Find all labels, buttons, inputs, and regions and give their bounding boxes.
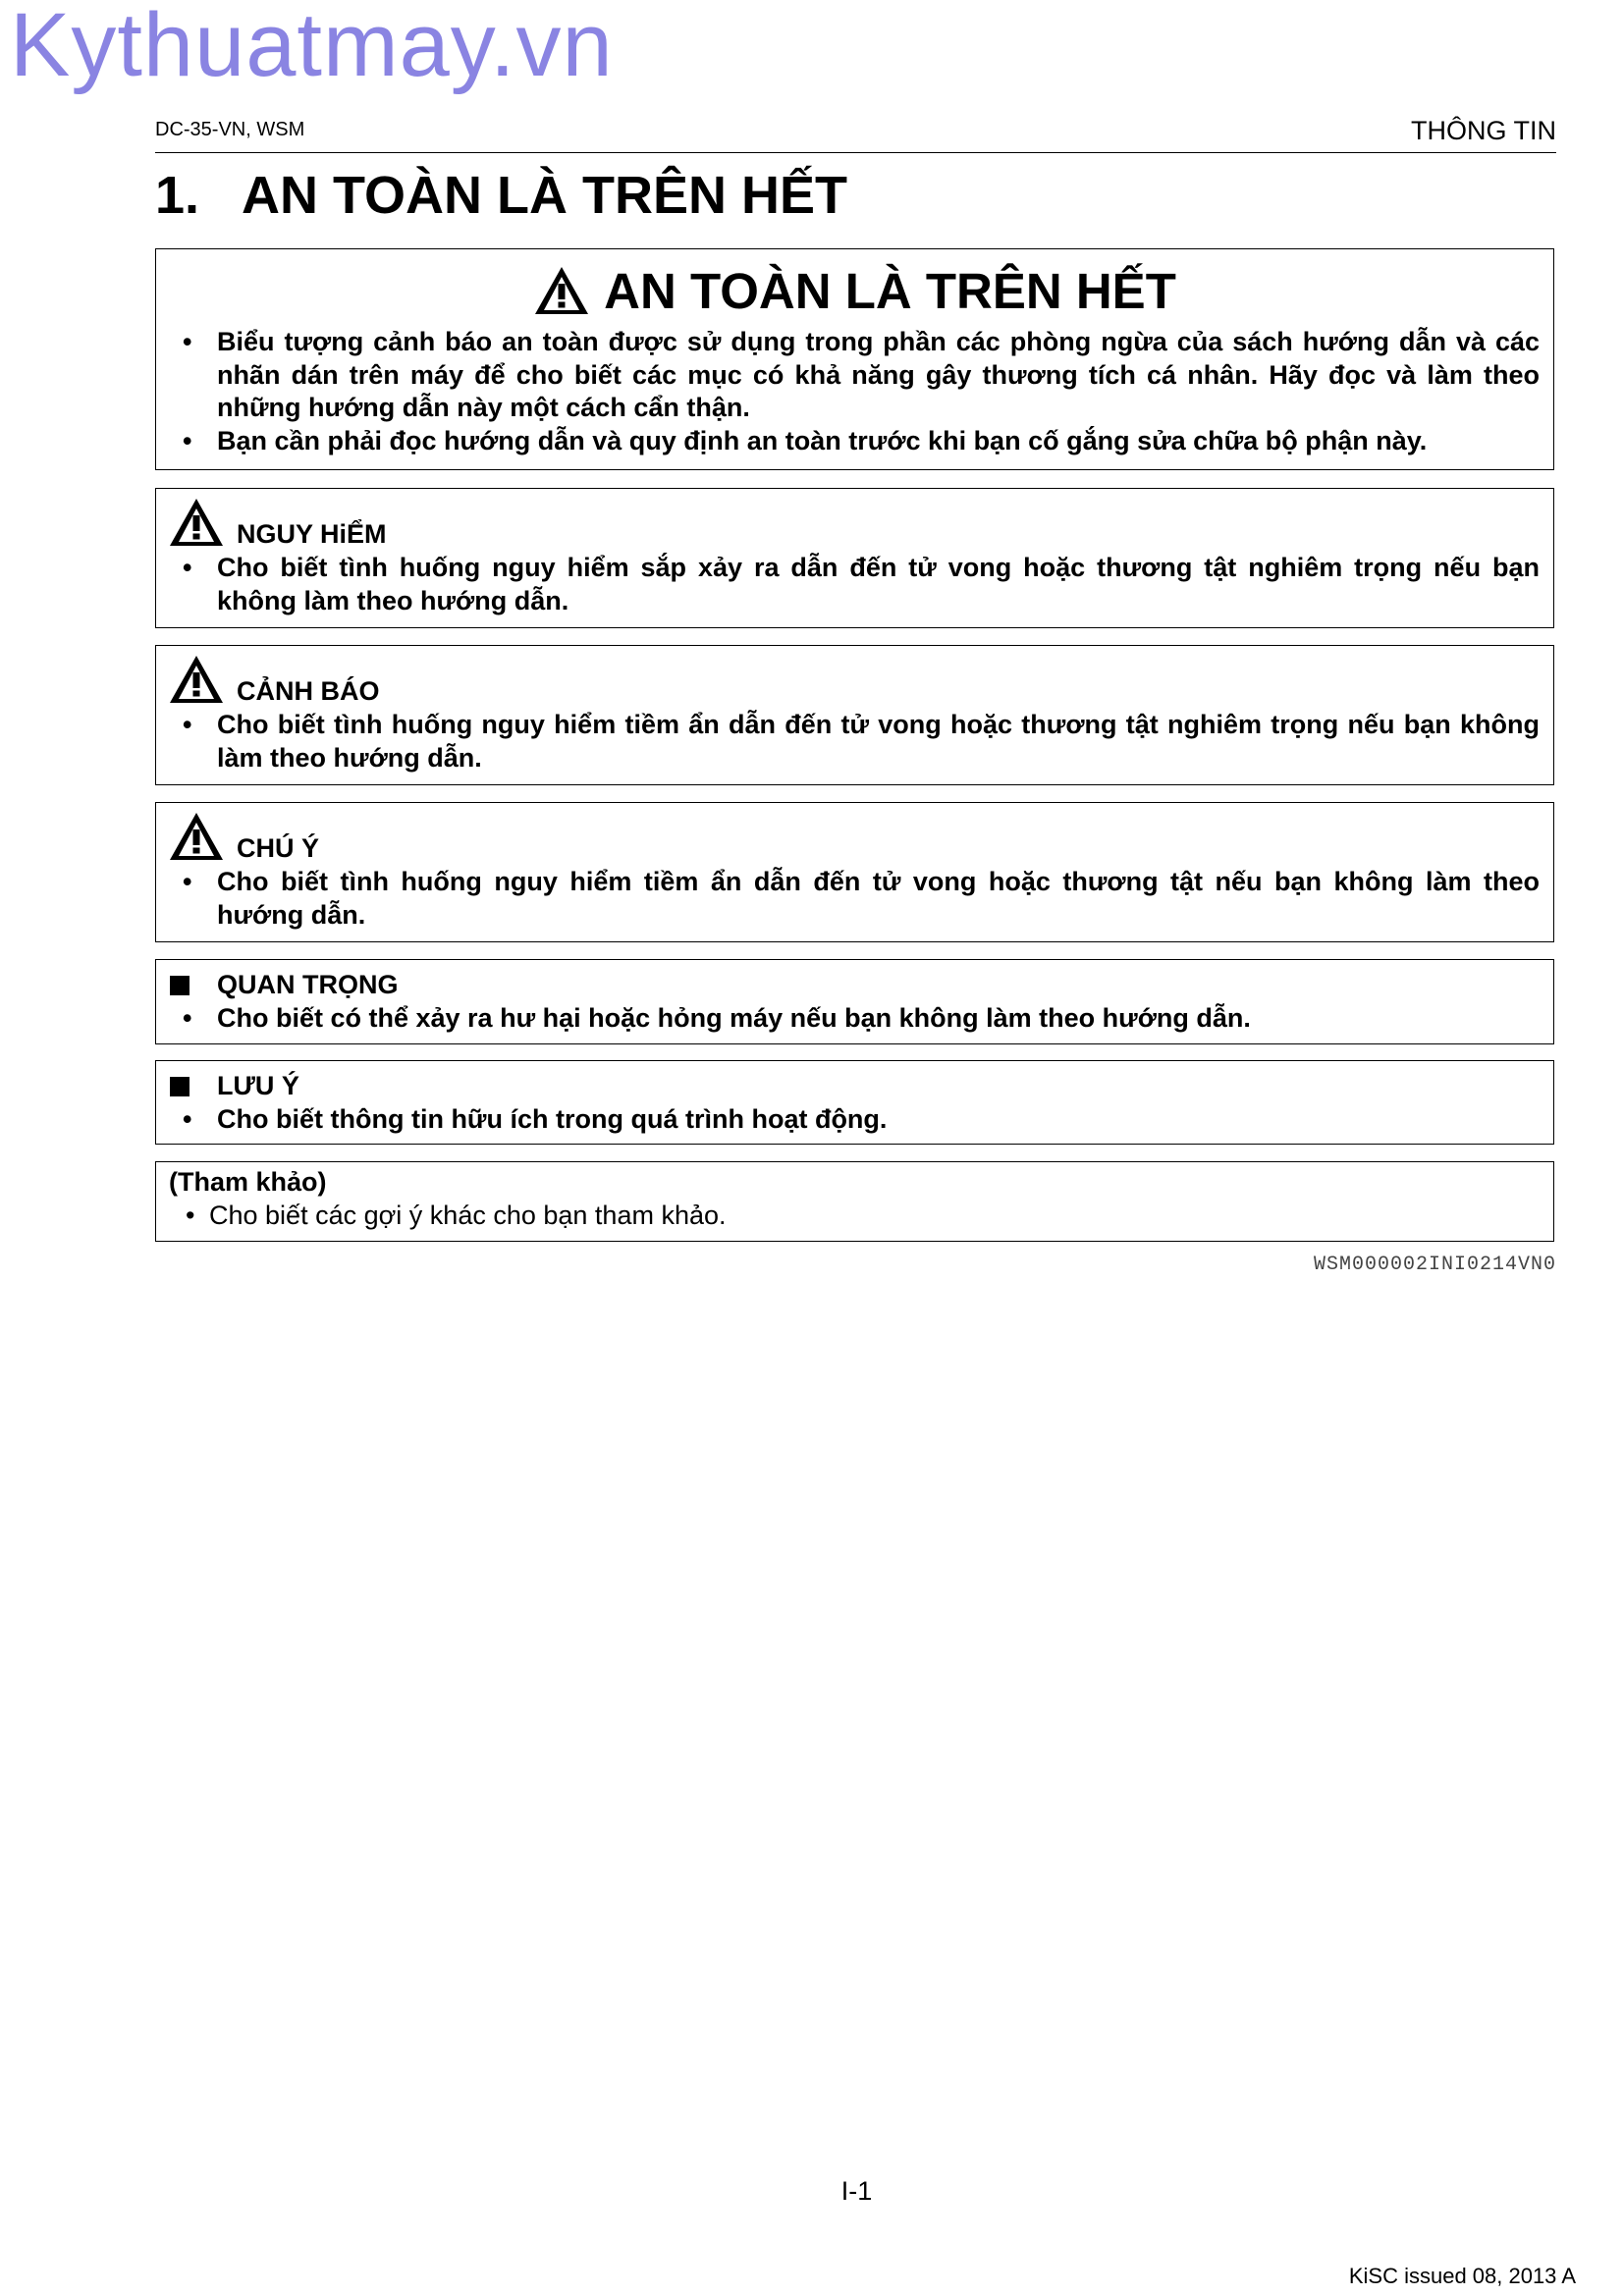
note-description: • Cho biết thông tin hữu ích trong quá trình hoạt động. <box>183 1104 888 1134</box>
important-box <box>155 959 1554 1044</box>
header-rule <box>155 152 1556 153</box>
square-bullet-icon <box>170 976 189 995</box>
header-section-title: THÔNG TIN <box>1411 116 1556 145</box>
caution-description: • Cho biết tình huống nguy hiểm tiềm ẩn dẫn đến tử vong hoặc thương tật nếu bạn không làm theo hướng dẫn. <box>183 867 1540 930</box>
note-label: LƯU Ý <box>217 1071 299 1100</box>
list-item: • Biểu tượng cảnh báo an toàn được sử dụng trong phần các phòng ngừa của sách hướng dẫn và các nhãn dán trên máy để cho biết các mục có khả năng gây thương tích cá nhân. Hãy đọc và làm theo những hướng dẫn này một cách cẩn thận. <box>183 327 1540 422</box>
caution-box <box>155 802 1554 942</box>
important-description: • Cho biết có thể xảy ra hư hại hoặc hỏng máy nếu bạn không làm theo hướng dẫn. <box>183 1003 1251 1033</box>
document-code: WSM000002INI0214VN0 <box>1313 1254 1556 1276</box>
header-document-code: DC-35-VN, WSM <box>155 119 305 140</box>
danger-description: • Cho biết tình huống nguy hiểm sắp xảy ra dẫn đến tử vong hoặc thương tật nghiêm trọng nếu bạn không làm theo hướng dẫn. <box>183 553 1540 615</box>
square-bullet-icon <box>170 1077 189 1096</box>
safety-box-title-text: AN TOÀN LÀ TRÊN HẾT <box>604 262 1176 319</box>
warning-box <box>155 645 1554 785</box>
list-item: • Bạn cần phải đọc hướng dẫn và quy định an toàn trước khi bạn cố gắng sửa chữa bộ phận này. <box>183 425 1428 455</box>
danger-label: NGUY HiỂM <box>237 519 387 549</box>
page-title: 1. AN TOÀN LÀ TRÊN HẾT <box>155 166 848 225</box>
safety-box-list <box>156 326 1553 457</box>
warning-label: CẢNH BÁO <box>237 676 380 706</box>
warning-triangle-icon <box>168 811 225 862</box>
caution-label: CHÚ Ý <box>237 833 320 863</box>
reference-label: (Tham khảo) <box>169 1167 327 1197</box>
warning-triangle-icon <box>168 654 225 705</box>
reference-description: • Cho biết các gợi ý khác cho bạn tham khảo. <box>186 1201 727 1230</box>
warning-triangle-icon <box>533 265 590 316</box>
warning-description: • Cho biết tình huống nguy hiểm tiềm ẩn dẫn đến tử vong hoặc thương tật nghiêm trọng nếu bạn không làm theo hướng dẫn. <box>183 710 1540 773</box>
note-box <box>155 1060 1554 1145</box>
warning-triangle-icon <box>168 497 225 548</box>
safety-box-title <box>156 261 1553 320</box>
danger-box <box>155 488 1554 628</box>
page-number: I-1 <box>840 2176 873 2206</box>
important-label: QUAN TRỌNG <box>217 970 399 999</box>
watermark: Kythuatmay.vn <box>10 0 614 95</box>
issued-note: KiSC issued 08, 2013 A <box>1348 2264 1576 2288</box>
safety-first-box <box>155 248 1554 470</box>
reference-box <box>155 1161 1554 1242</box>
